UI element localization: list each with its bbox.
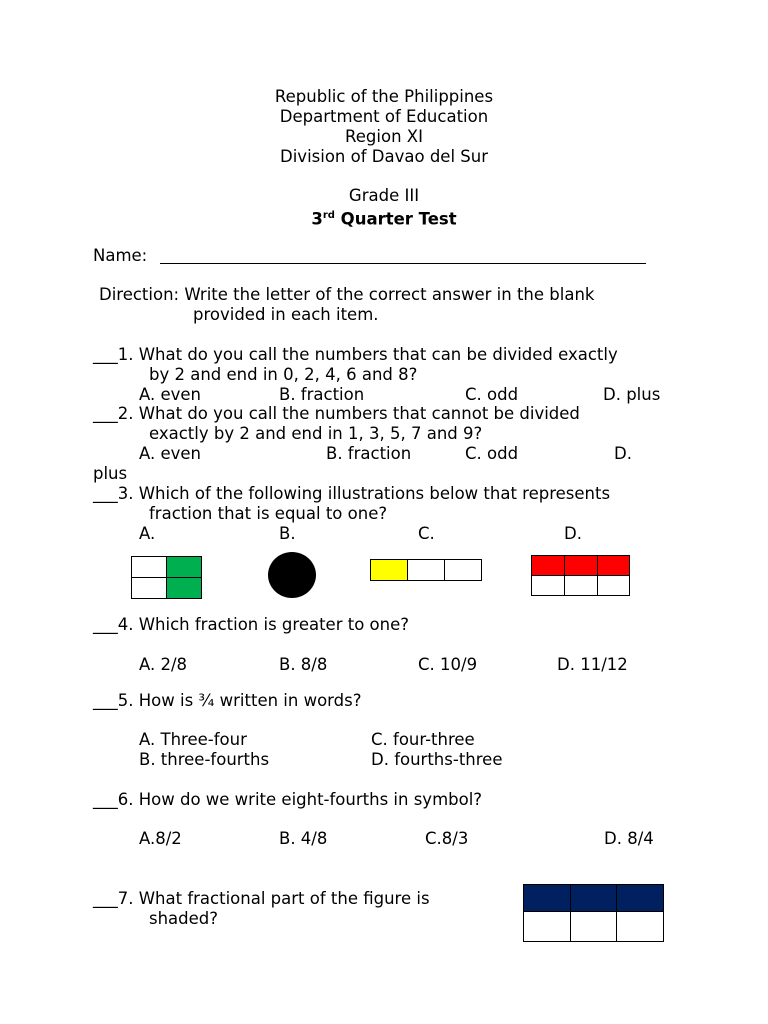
q1-line-2: by 2 and end in 0, 2, 4, 6 and 8? [149,365,418,384]
q2-option-c: C. odd [465,444,519,463]
q6-option-d: D. 8/4 [604,829,654,848]
q2-line-2: exactly by 2 and end in 1, 3, 5, 7 and 9? [149,424,483,443]
q7-line-2: shaded? [149,909,219,928]
q1-option-d: D. plus [603,385,661,404]
q3-figure-c-strip [370,559,482,581]
q4-option-b: B. 8/8 [279,655,328,674]
q5-line-1: ___5. How is ¾ written in words? [93,691,362,710]
q7-figure-grid [523,884,664,942]
q7-figure-cell [524,912,571,942]
name-label: Name: [93,246,148,265]
q4-line-1: ___4. Which fraction is greater to one? [93,615,409,634]
quarter-label: Quarter Test [334,209,457,229]
figure-d-cell [598,576,630,596]
direction-line-1: Direction: Write the letter of the correct answer in the blank [99,285,595,304]
header-department: Department of Education [279,107,489,126]
name-blank-line[interactable] [160,263,646,264]
q5-option-d: D. fourths-three [371,750,503,769]
figure-c-cell [445,560,482,581]
header-grade: Grade III [348,186,420,205]
header-republic: Republic of the Philippines [274,87,494,106]
q5-option-a: A. Three-four [139,730,247,749]
q7-figure-cell [571,912,617,942]
q2-line-1: ___2. What do you call the numbers that cannot be divided [93,404,580,423]
q3-option-d: D. [564,524,582,543]
q2-option-b: B. fraction [326,444,412,463]
q6-option-a: A.8/2 [139,829,182,848]
q4-option-d: D. 11/12 [557,655,628,674]
figure-d-cell-shaded [565,556,598,576]
q1-line-1: ___1. What do you call the numbers that can be divided exactly [93,345,618,364]
q1-option-b: B. fraction [279,385,365,404]
figure-d-cell-shaded [598,556,630,576]
q3-figure-d-grid [531,555,630,596]
q4-option-c: C. 10/9 [418,655,478,674]
quarter-number: 3 [311,209,323,229]
figure-a-cell-shaded [167,557,202,578]
figure-d-cell-shaded [532,556,565,576]
q1-option-c: C. odd [465,385,519,404]
q2-option-a: A. even [139,444,202,463]
figure-a-cell-shaded [167,578,202,599]
q7-figure-cell-shaded [617,885,664,912]
q6-option-b: B. 4/8 [279,829,328,848]
q7-figure-cell [617,912,664,942]
q3-figure-b-circle [268,552,316,598]
q3-line-1: ___3. Which of the following illustrations below that represents [93,484,611,503]
q2-option-d: D. [614,444,632,463]
q3-option-b: B. [279,524,296,543]
q6-option-c: C.8/3 [425,829,469,848]
header-division: Division of Davao del Sur [280,147,488,166]
q3-option-c: C. [418,524,435,543]
figure-c-cell [408,560,445,581]
figure-d-cell [532,576,565,596]
header-quarter-test [0,206,768,230]
q7-figure-cell-shaded [571,885,617,912]
q3-option-a: A. [139,524,156,543]
header-region: Region XI [345,127,423,146]
figure-a-cell [132,578,167,599]
q6-line-1: ___6. How do we write eight-fourths in symbol? [93,790,483,809]
quarter-superscript: rd [322,210,335,221]
q1-option-a: A. even [139,385,202,404]
q3-line-2: fraction that is equal to one? [149,504,388,523]
q4-option-a: A. 2/8 [139,655,188,674]
direction-line-2: provided in each item. [193,305,379,324]
figure-d-cell [565,576,598,596]
q5-option-c: C. four-three [371,730,475,749]
figure-a-cell [132,557,167,578]
q7-figure-cell-shaded [524,885,571,912]
q3-figure-a-grid [131,556,202,599]
q5-option-b: B. three-fourths [139,750,270,769]
q2-option-d-wrap: plus [93,464,128,483]
q7-line-1: ___7. What fractional part of the figure is [93,889,430,908]
figure-c-cell-shaded [371,560,408,581]
